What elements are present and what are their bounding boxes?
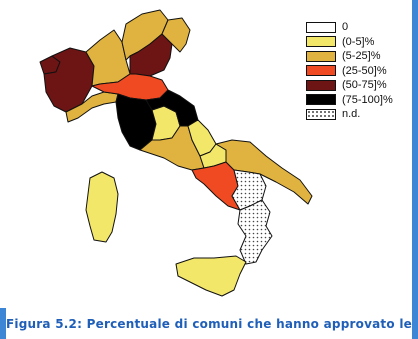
legend-label: 0 [342, 21, 349, 34]
legend-item [306, 20, 396, 35]
legend-swatch [306, 22, 336, 33]
legend-label: (75-100]% [342, 93, 393, 106]
slide-border-right [412, 0, 418, 339]
legend-label: (5-25]% [342, 50, 381, 63]
region-sardegna [86, 172, 118, 242]
legend-label: (25-50]% [342, 64, 387, 77]
legend-swatch [306, 109, 336, 120]
legend-item [306, 93, 396, 108]
map-legend [306, 20, 396, 122]
legend-swatch [306, 51, 336, 62]
region-sicilia [176, 256, 246, 296]
legend-swatch [306, 94, 336, 105]
legend-item [306, 64, 396, 79]
slide-border-left [0, 308, 6, 339]
legend-swatch [306, 36, 336, 47]
legend-item [306, 107, 396, 122]
figure-caption: Figura 5.2: Percentuale di comuni che hanno approvato le [6, 317, 412, 331]
legend-item [306, 35, 396, 50]
legend-label: (50-75]% [342, 79, 387, 92]
legend-swatch [306, 80, 336, 91]
legend-item [306, 49, 396, 64]
legend-item [306, 78, 396, 93]
region-calabria [238, 200, 272, 264]
legend-swatch [306, 65, 336, 76]
legend-label: (0-5]% [342, 35, 375, 48]
legend-label: n.d. [342, 108, 361, 121]
